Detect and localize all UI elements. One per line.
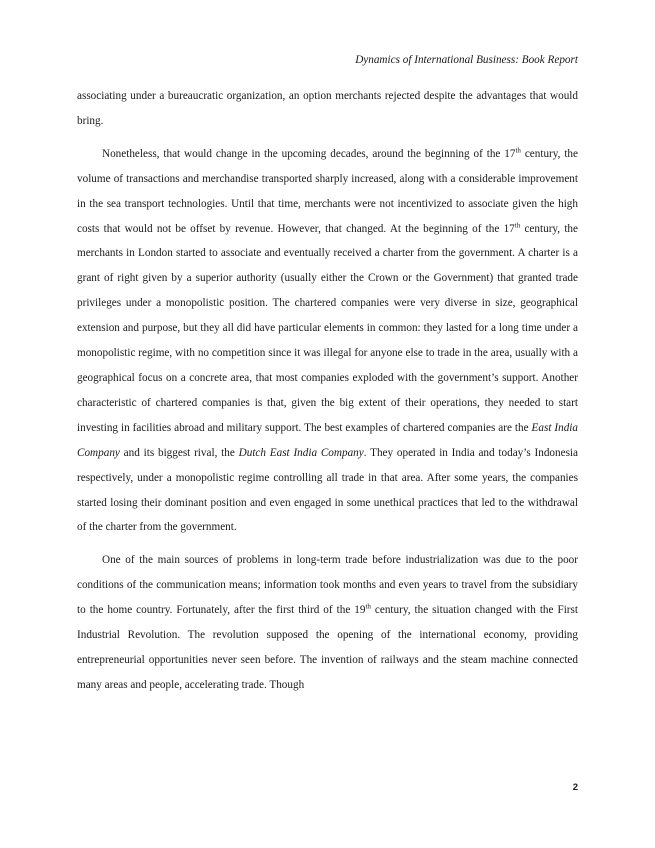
- paragraph: [77, 142, 578, 541]
- text-run: century, the merchants in London started to associate and eventually received a charter from the government. A charter is a grant of right given by a superior authority (usually either the Crown or the Government) that granted trade privileges under a monopolistic position. The chartered companies were very diverse in size, geographical extension and purpose, but they all did have particular elements in common: they lasted for a long time under a monopolistic regime, with no competition since it was illegal for anyone else to trade in the area, usually with a geographical focus on a concrete area, that most companies exploded with the government’s support. Another characteristic of chartered companies is that, given the big extent of their operations, they needed to start investing in facilities abroad and military support. The best examples of chartered companies are the: [77, 222, 578, 434]
- text-run: associating under a bureaucratic organization, an option merchants rejected despite the advantages that would bring.: [77, 90, 578, 127]
- paragraph: [77, 84, 578, 134]
- running-header: Dynamics of International Business: Book Report: [355, 54, 578, 66]
- company-name: Dutch East India Company: [238, 446, 364, 459]
- page-number: 2: [572, 782, 578, 793]
- ordinal-superscript: th: [515, 146, 521, 155]
- company-name: East India Company: [77, 421, 578, 459]
- text-run: and its biggest rival, the: [119, 446, 239, 459]
- text-run: One of the main sources of problems in long-term trade before industrialization was due to the poor conditions of the communication means; information took months and even years to travel from the subsidiary to the home country. Fortunately, after the first third of the 19: [77, 554, 578, 617]
- text-run: . They operated in India and today’s Indonesia respectively, under a monopolistic regime controlling all trade in that area. After some years, the companies started losing their dominant position and even engaged in some unethical practices that led to the withdrawal of the charter from the government.: [77, 446, 578, 534]
- text-run: century, the volume of transactions and merchandise transported sharply increased, along with a considerable improvement in the sea transport technologies. Until that time, merchants were not incentivized to associate given the high costs that would not be offset by revenue. However, that changed. At the beginning of the 17: [77, 147, 578, 235]
- paragraph: [77, 548, 578, 697]
- ordinal-superscript: th: [514, 220, 521, 229]
- text-run: century, the situation changed with the First Industrial Revolution. The revolution supposed the opening of the international economy, providing entrepreneurial opportunities never seen before. The invention of railways and the steam machine connected many areas and people, accelerating trade. Though: [77, 604, 578, 691]
- ordinal-superscript: th: [365, 602, 371, 611]
- body-text: [77, 84, 578, 706]
- text-run: Nonetheless, that would change in the upcoming decades, around the beginning of the 17: [102, 147, 516, 160]
